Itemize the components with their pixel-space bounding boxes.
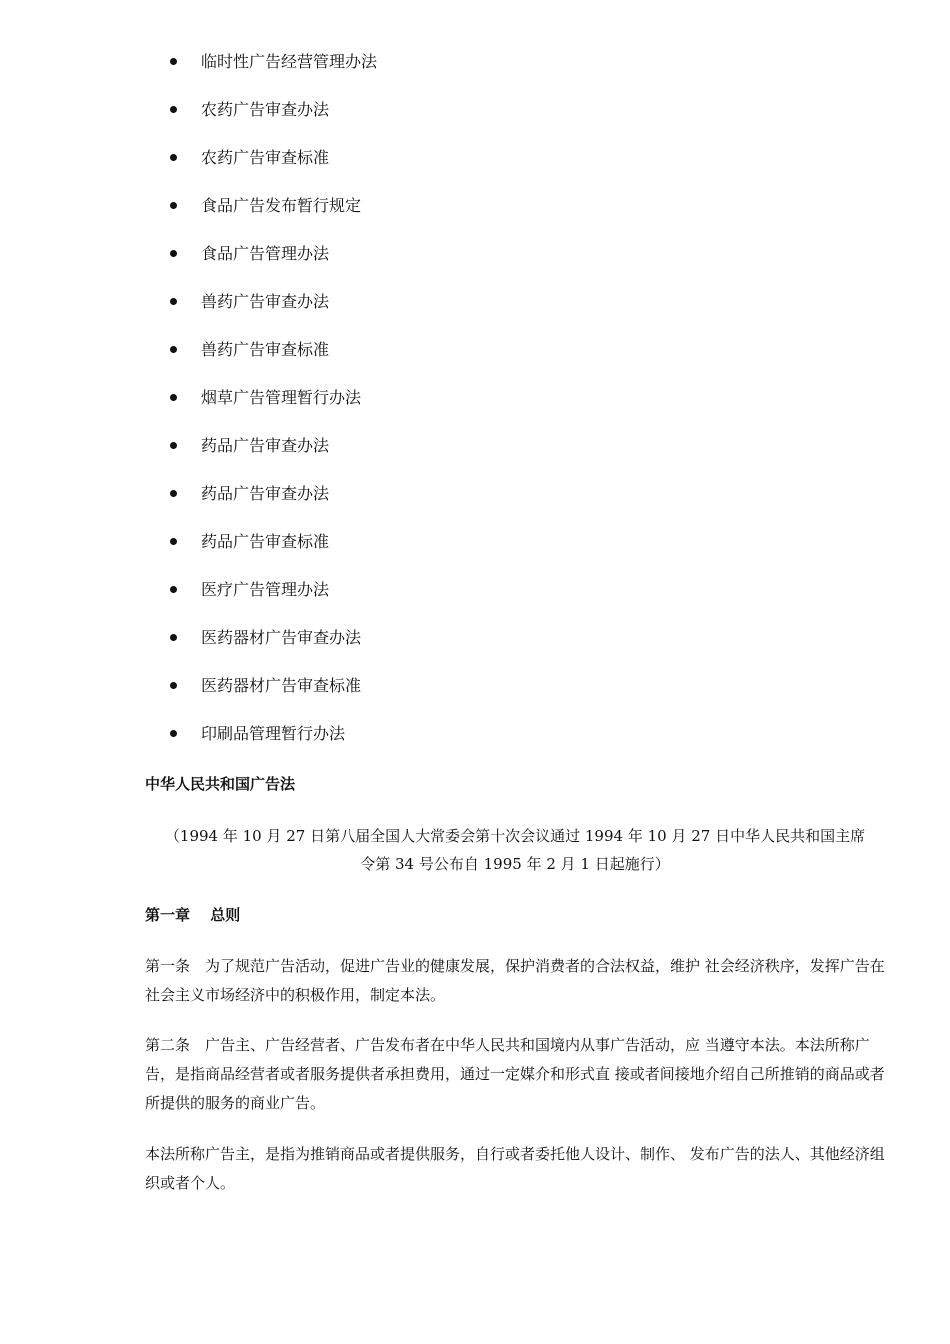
- list-item: [170, 385, 770, 433]
- bullet-icon: [170, 586, 177, 593]
- bullet-icon: [170, 490, 177, 497]
- bullet-icon: [170, 394, 177, 401]
- list-item: [170, 241, 770, 289]
- bullet-icon: [170, 58, 177, 65]
- list-item: [170, 193, 770, 241]
- bullet-icon: [170, 682, 177, 689]
- bullet-icon: [170, 202, 177, 209]
- law-subtitle-line-2: 令第 34 号公布自 1995 年 2 月 1 日起施行）: [360, 855, 670, 873]
- regulation-label: 农药广告审查办法: [201, 100, 330, 119]
- bullet-icon: [170, 346, 177, 353]
- regulation-label: 药品广告审查办法: [201, 436, 330, 455]
- regulation-label: 医疗广告管理办法: [201, 580, 330, 599]
- regulation-label: 兽药广告审查标准: [201, 340, 330, 359]
- regulation-label: 临时性广告经营管理办法: [201, 52, 378, 71]
- regulation-label: 食品广告管理办法: [201, 244, 330, 263]
- regulation-label: 医药器材广告审查标准: [201, 676, 362, 695]
- list-item: [170, 97, 770, 145]
- bullet-icon: [170, 106, 177, 113]
- regulation-label: 药品广告审查办法: [201, 484, 330, 503]
- list-item: [170, 721, 770, 769]
- regulation-label: 农药广告审查标准: [201, 148, 330, 167]
- regulation-label: 食品广告发布暂行规定: [201, 196, 362, 215]
- list-item: [170, 673, 770, 721]
- bullet-icon: [170, 634, 177, 641]
- bullet-icon: [170, 250, 177, 257]
- list-item: [170, 145, 770, 193]
- list-item: [170, 481, 770, 529]
- bullet-icon: [170, 442, 177, 449]
- list-item: [170, 625, 770, 673]
- list-item: [170, 289, 770, 337]
- regulation-label: 印刷品管理暂行办法: [201, 724, 346, 743]
- regulation-label: 兽药广告审查办法: [201, 292, 330, 311]
- bullet-icon: [170, 154, 177, 161]
- list-item: [170, 529, 770, 577]
- article-1: 第一条 为了规范广告活动，促进广告业的健康发展，保护消费者的合法权益，维护 社会经济秩序，发挥广告在社会主义市场经济中的积极作用，制定本法。: [145, 957, 885, 1004]
- bullet-icon: [170, 538, 177, 545]
- chapter-heading: 第一章 总则: [145, 906, 241, 924]
- regulation-label: 医药器材广告审查办法: [201, 628, 362, 647]
- list-item: [170, 433, 770, 481]
- regulation-label: 烟草广告管理暂行办法: [201, 388, 362, 407]
- list-item: [170, 49, 770, 97]
- regulation-label: 药品广告审查标准: [201, 532, 330, 551]
- article-2: 第二条 广告主、广告经营者、广告发布者在中华人民共和国境内从事广告活动，应 当遵守本法。本法所称广告，是指商品经营者或者服务提供者承担费用，通过一定媒介和形式直 接或者间接地介绍自己所推销的商品或者所提供的服务的商业广告。: [145, 1036, 885, 1112]
- list-item: [170, 337, 770, 385]
- law-subtitle-line-1: （1994 年 10 月 27 日第八届全国人大常委会第十次会议通过 1994 年 10 月 27 日中华人民共和国主席: [164, 827, 866, 845]
- law-title: 中华人民共和国广告法: [145, 775, 296, 793]
- bullet-icon: [170, 730, 177, 737]
- list-item: [170, 577, 770, 625]
- bullet-icon: [170, 298, 177, 305]
- regulation-list: [170, 49, 770, 769]
- law-subtitle: [145, 822, 885, 878]
- article-2-continued: 本法所称广告主，是指为推销商品或者提供服务，自行或者委托他人设计、制作、 发布广告的法人、其他经济组织或者个人。: [145, 1145, 885, 1192]
